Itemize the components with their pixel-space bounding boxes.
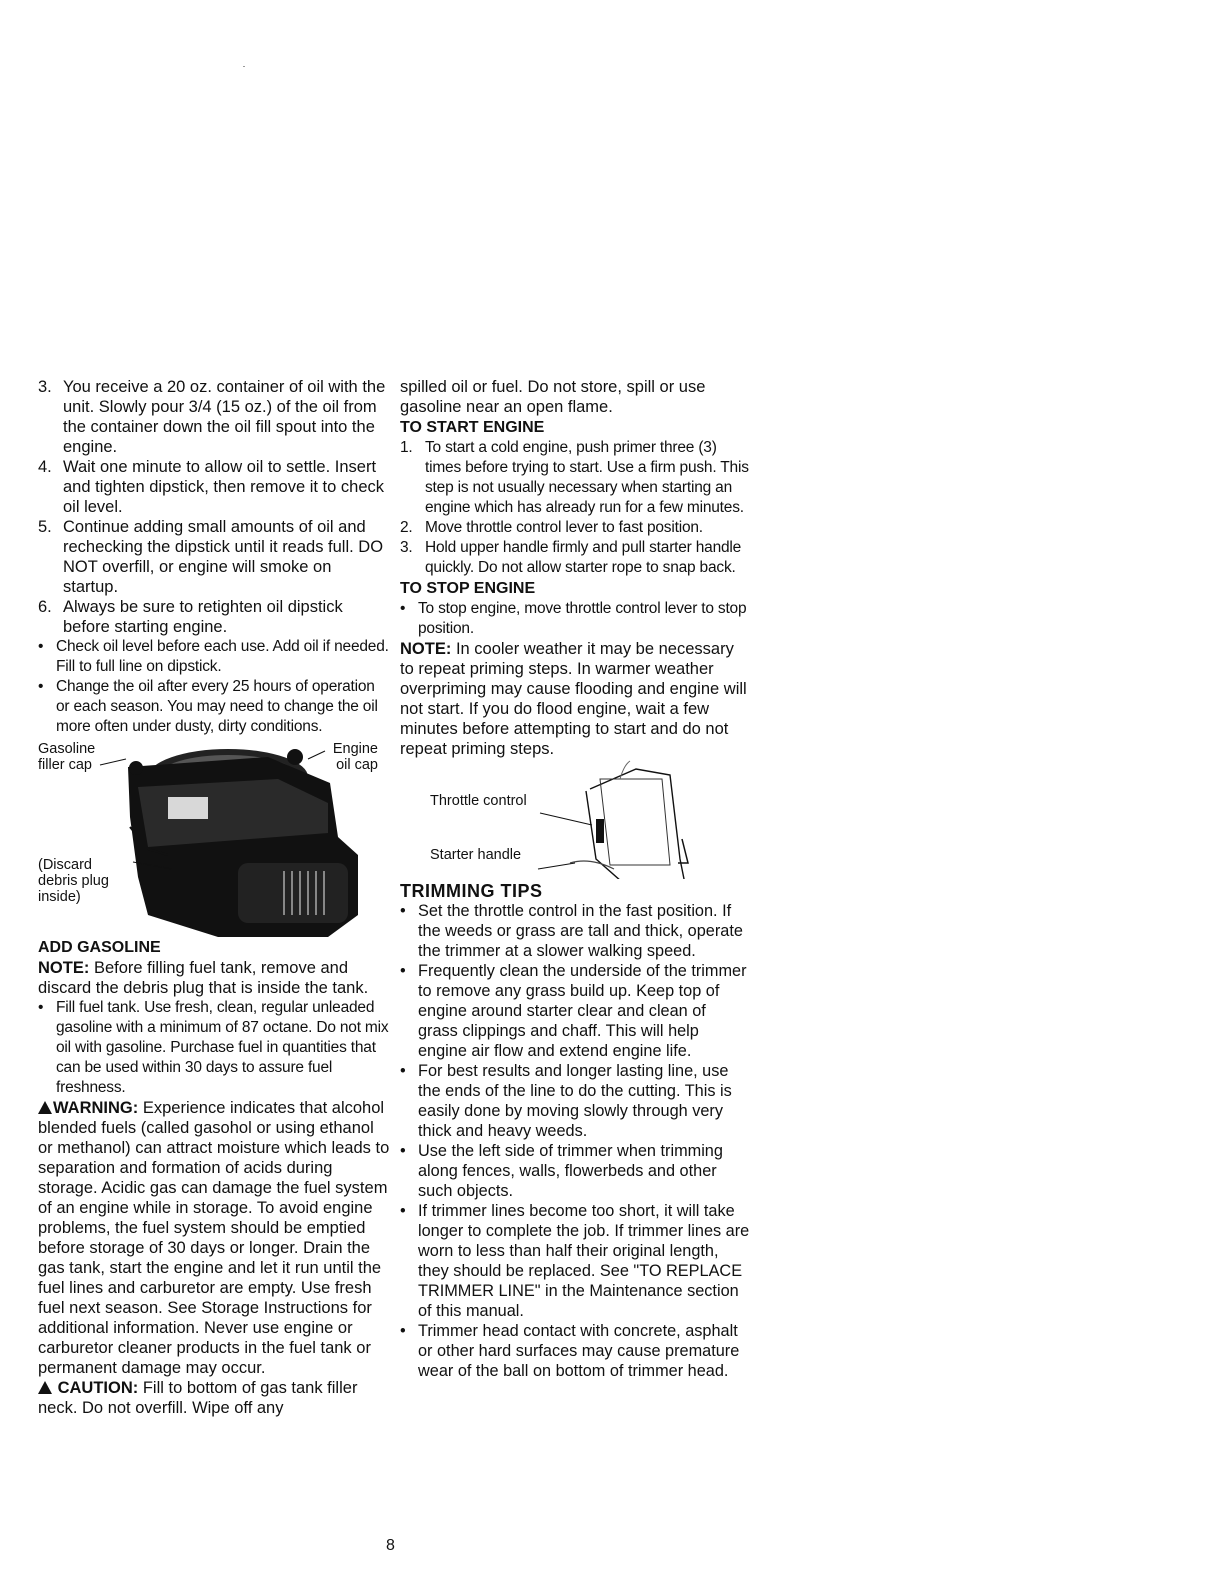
starter-handle-label: Starter handle xyxy=(430,847,522,863)
stop-engine-heading: TO STOP ENGINE xyxy=(400,580,536,597)
oil-step: 4. Wait one minute to allow oil to settle. Insert and tighten dipstick, then remove it to check oil level. xyxy=(38,458,385,516)
gasoline-filler-cap-label: Gasoline filler cap xyxy=(38,741,96,773)
right-column xyxy=(400,377,750,1381)
debris-plug-label: (Discard debris plug inside) xyxy=(38,857,109,905)
oil-bullet: • Change the oil after every 25 hours of operation or each season. You may need to change the oil more often under dusty, dirty conditions. xyxy=(38,678,378,735)
gasoline-bullet: • Fill fuel tank. Use fresh, clean, regular unleaded gasoline with a minimum of 87 octane. Do not mix oil with gasoline. Purchase fuel in quantities that can be used within 30 days to assure fuel freshness. xyxy=(38,999,389,1096)
continued-text: spilled oil or fuel. Do not store, spill or use gasoline near an open flame. xyxy=(400,378,706,416)
tip-bullet: • Frequently clean the underside of the trimmer to remove any grass build up. Keep top of engine around starter clear and clean of grass clippings and chaff. This will help engine air flow and extend engine life. xyxy=(400,962,747,1060)
scan-speck xyxy=(243,66,245,67)
trimming-tips-heading: TRIMMING TIPS xyxy=(400,881,543,901)
stop-bullet: • To stop engine, move throttle control lever to stop position. xyxy=(400,600,747,637)
throttle-control-label: Throttle control xyxy=(430,793,527,809)
caution-icon xyxy=(38,1381,52,1394)
start-step: 2. Move throttle control lever to fast position. xyxy=(400,519,703,536)
tip-bullet: • If trimmer lines become too short, it will take longer to complete the job. If trimmer lines are worn to less than half their original length, they should be replaced. See "TO REPLACE TRIMMER LINE" in the Maintenance section of this manual. xyxy=(400,1202,750,1320)
oil-step: 5. Continue adding small amounts of oil and rechecking the dipstick until it reads full. DO NOT overfill, or engine will smoke on startup. xyxy=(38,518,384,596)
engine-figure xyxy=(38,737,390,937)
engine-illustration xyxy=(38,737,390,937)
handle-illustration xyxy=(400,739,750,879)
tip-bullet: • For best results and longer lasting line, use the ends of the line to do the cutting. This is easily done by moving slowly through very thick and heavy weeds. xyxy=(400,1062,732,1140)
warning-paragraph: WARNING: Experience indicates that alcohol blended fuels (called gasohol or using ethanol or methanol) can attract moisture which leads to separation and formation of acids during storage. Acidic gas can damage the fuel system of an engine while in storage. To avoid engine problems, the fuel system should be emptied before storage of 30 days or longer. Drain the gas tank, start the engine and let it run until the fuel lines and carburetor are empty. Use fresh fuel next season. See Storage Instructions for additional information. Never use engine or carburetor cleaner products in the fuel tank or permanent damage may occur. xyxy=(38,1099,390,1377)
start-step: 3. Hold upper handle firmly and pull starter handle quickly. Do not allow starter rope to snap back. xyxy=(400,539,742,576)
tip-bullet: • Trimmer head contact with concrete, asphalt or other hard surfaces may cause premature wear of the ball on bottom of trimmer head. xyxy=(400,1322,740,1380)
oil-step: 3. You receive a 20 oz. container of oil with the unit. Slowly pour 3/4 (15 oz.) of the oil from the container down the oil fill spout into the engine. xyxy=(38,378,386,456)
oil-step: 6. Always be sure to retighten oil dipstick before starting engine. xyxy=(38,598,343,636)
handle-figure xyxy=(400,759,750,879)
engine-oil-cap-label: Engine oil cap xyxy=(332,741,378,773)
tip-bullet: • Use the left side of trimmer when trimming along fences, walls, flowerbeds and other such objects. xyxy=(400,1142,723,1200)
tip-bullet: • Set the throttle control in the fast position. If the weeds or grass are tall and thick, operate the trimmer at a slower walking speed. xyxy=(400,902,743,960)
oil-bullet: • Check oil level before each use. Add oil if needed. Fill to full line on dipstick. xyxy=(38,638,389,675)
priming-note: NOTE: In cooler weather it may be necessary to repeat priming steps. In warmer weather overpriming may cause flooding and engine will not start. If you do flood engine, wait a few minutes before attempting to start and do not repeat priming steps. xyxy=(400,640,747,758)
caution-paragraph: CAUTION: Fill to bottom of gas tank filler neck. Do not overfill. Wipe off any xyxy=(38,1379,358,1417)
left-column xyxy=(38,377,390,1418)
start-engine-heading: TO START ENGINE xyxy=(400,419,545,436)
page-number: 8 xyxy=(386,1537,395,1554)
start-step: 1. To start a cold engine, push primer three (3) times before trying to start. Use a firm push. This step is not usually necessary when starting an engine which has already run for a few minutes. xyxy=(400,439,749,516)
warning-icon xyxy=(38,1101,52,1114)
add-gasoline-note: NOTE: Before filling fuel tank, remove and discard the debris plug that is inside the tank. xyxy=(38,959,369,997)
add-gasoline-heading: ADD GASOLINE xyxy=(38,939,161,956)
